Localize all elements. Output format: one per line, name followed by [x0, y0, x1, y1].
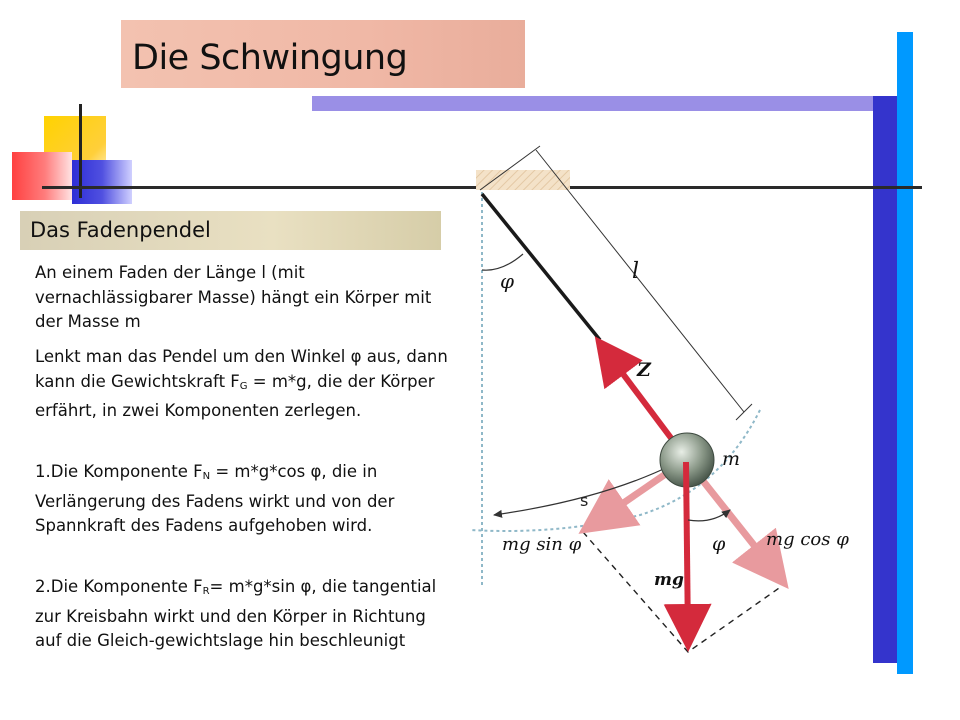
paragraph-intro-text: An einem Faden der Länge l (mit vernachlässigbarer Masse) hängt ein Körper mit der Masse m [35, 263, 432, 331]
decor-bar-right-light [897, 32, 913, 674]
angle-arc-top [482, 254, 523, 270]
subscript-n: N [202, 471, 211, 482]
decor-square-red [12, 152, 72, 200]
length-tick-bottom [736, 404, 752, 420]
subscript-g: G [239, 380, 248, 392]
label-m: m [722, 448, 741, 470]
label-mg-cos: mg cos φ [766, 529, 849, 550]
label-mg: mg [654, 570, 684, 590]
decor-line-vertical [79, 104, 82, 198]
paragraph-component-normal-text-b: = m*g*cos φ, die in Verlängerung des Fadens wirkt und von der Spannkraft des Fadens aufgehoben wird. [35, 462, 395, 535]
paragraph-component-restoring-text-b: = m*g*sin φ, die tangential zur Kreisbahn wirkt und den Körper in Richtung auf die Gleich-gewichtslage hin beschleunigt [35, 577, 437, 650]
paragraph-component-normal [35, 460, 455, 539]
slide-title: Die Schwingung [132, 38, 408, 78]
slide-subtitle: Das Fadenpendel [30, 218, 211, 242]
pendulum-string [482, 194, 600, 340]
paragraph-component-restoring [35, 575, 455, 654]
paragraph-intro [35, 261, 455, 335]
paragraph-deflection-text-b: = m*g, die der Körper erfährt, in zwei Komponenten zerlegen. [35, 371, 435, 420]
paragraph-component-normal-text-a: 1.Die Komponente F [35, 462, 203, 481]
ceiling-support [476, 170, 570, 190]
label-length: l [632, 259, 640, 284]
pendulum-diagram [460, 140, 870, 665]
subscript-r: R [202, 586, 210, 597]
label-z: Z [637, 359, 651, 381]
paragraph-deflection-text-a: Lenkt man das Pendel um den Winkel φ aus, dann kann die Gewichtskraft F [35, 347, 448, 391]
decor-bar-right-dark [873, 96, 897, 663]
paragraph-deflection [35, 345, 455, 424]
gravity-arrow [686, 462, 688, 640]
label-mg-sin: mg sin φ [502, 534, 582, 555]
label-phi-top: φ [500, 269, 515, 293]
label-s: s [580, 491, 589, 510]
force-parallelogram [583, 532, 782, 652]
decor-bar-top [312, 96, 900, 111]
paragraph-component-restoring-text-a: 2.Die Komponente F [35, 577, 203, 596]
label-phi-bottom: φ [712, 533, 726, 555]
